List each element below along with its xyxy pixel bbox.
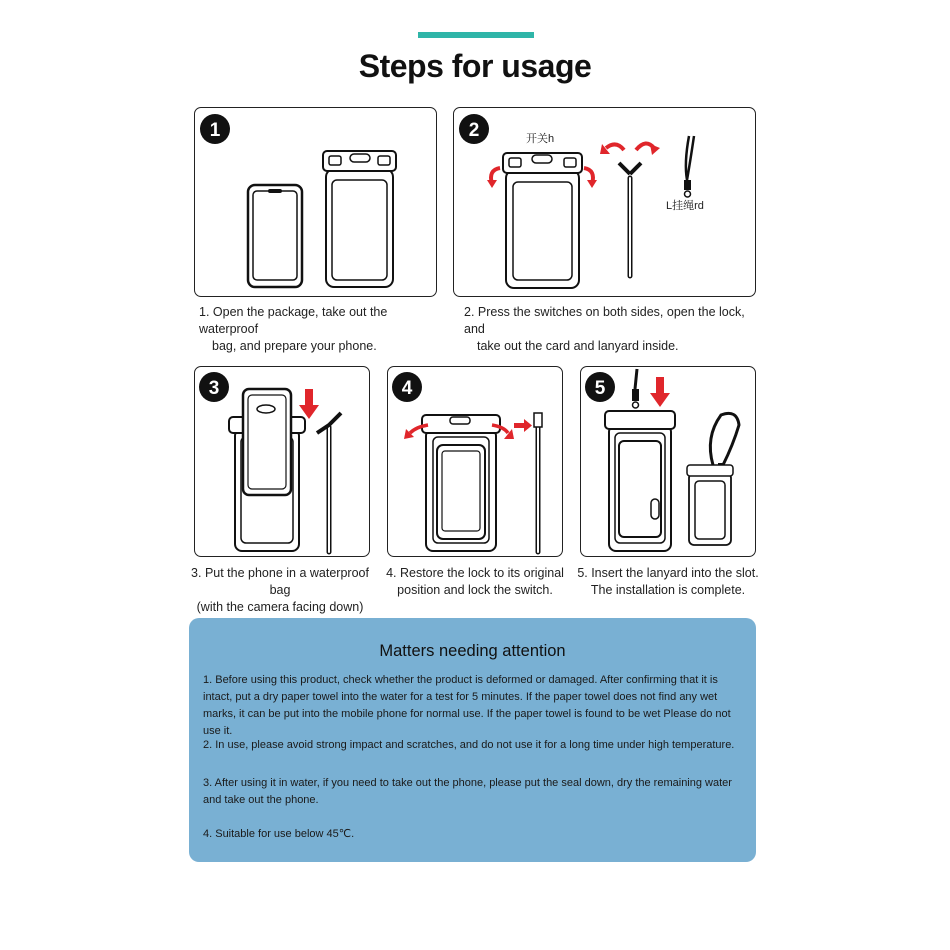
step-3-number: 3 [208,378,220,399]
step-2-panel [453,107,756,297]
step-4-caption-line1: 4. Restore the lock to its original [386,566,564,580]
lanyard-label: L挂绳rd [666,200,704,212]
attention-item-2: 2. In use, please avoid strong impact and scratches, and do not use it for a long time under high temperature. [203,739,735,751]
step-1-caption-line1: 1. Open the package, take out the waterproof [199,305,388,336]
step-1-panel [194,107,437,297]
step-3-illustration [195,367,370,557]
step-4-number: 4 [401,378,413,399]
step-2-caption-line2: take out the card and lanyard inside. [477,339,679,353]
step-4-caption-line2: position and lock the switch. [397,583,553,597]
page-title: Steps for usage [358,48,592,84]
attention-title: Matters needing attention [379,642,566,660]
attention-box [189,618,756,862]
step-5-illustration [581,367,756,557]
step-1-number: 1 [209,120,221,141]
attention-item-3: 3. After using it in water, if you need to take out the phone, please put the seal down, dry the remaining water and take out the phone. [203,777,732,806]
step-5-number: 5 [594,378,606,399]
attention-item-1: 1. Before using this product, check whether the product is deformed or damaged. After confirming that it is intact, put a dry paper towel into the water for a test for 5 minutes. If the paper towel does not find any wet marks, it can be put into the mobile phone for normal use. If the paper towel is found to be wet Please do not use it. [203,674,731,737]
step-3-caption-line1: 3. Put the phone in a waterproof bag [191,566,369,597]
step-2-illustration [454,108,756,297]
step-4-illustration [388,367,563,557]
step-4-panel [387,366,563,557]
accent-bar [418,32,534,38]
step-5-panel [580,366,756,557]
attention-item-4: 4. Suitable for use below 45℃. [203,828,355,840]
step-5-caption-line1: 5. Insert the lanyard into the slot. [577,566,759,580]
step-1-caption-line2: bag, and prepare your phone. [212,339,377,353]
step-3-panel [194,366,370,557]
step-2-number: 2 [468,120,480,141]
switch-label: 开关h [526,133,555,145]
step-3-caption-line2: (with the camera facing down) [196,600,364,614]
step-5-caption-line2: The installation is complete. [590,583,746,597]
step-2-caption-line1: 2. Press the switches on both sides, open the lock, and [464,305,745,336]
step-1-illustration [195,108,437,297]
